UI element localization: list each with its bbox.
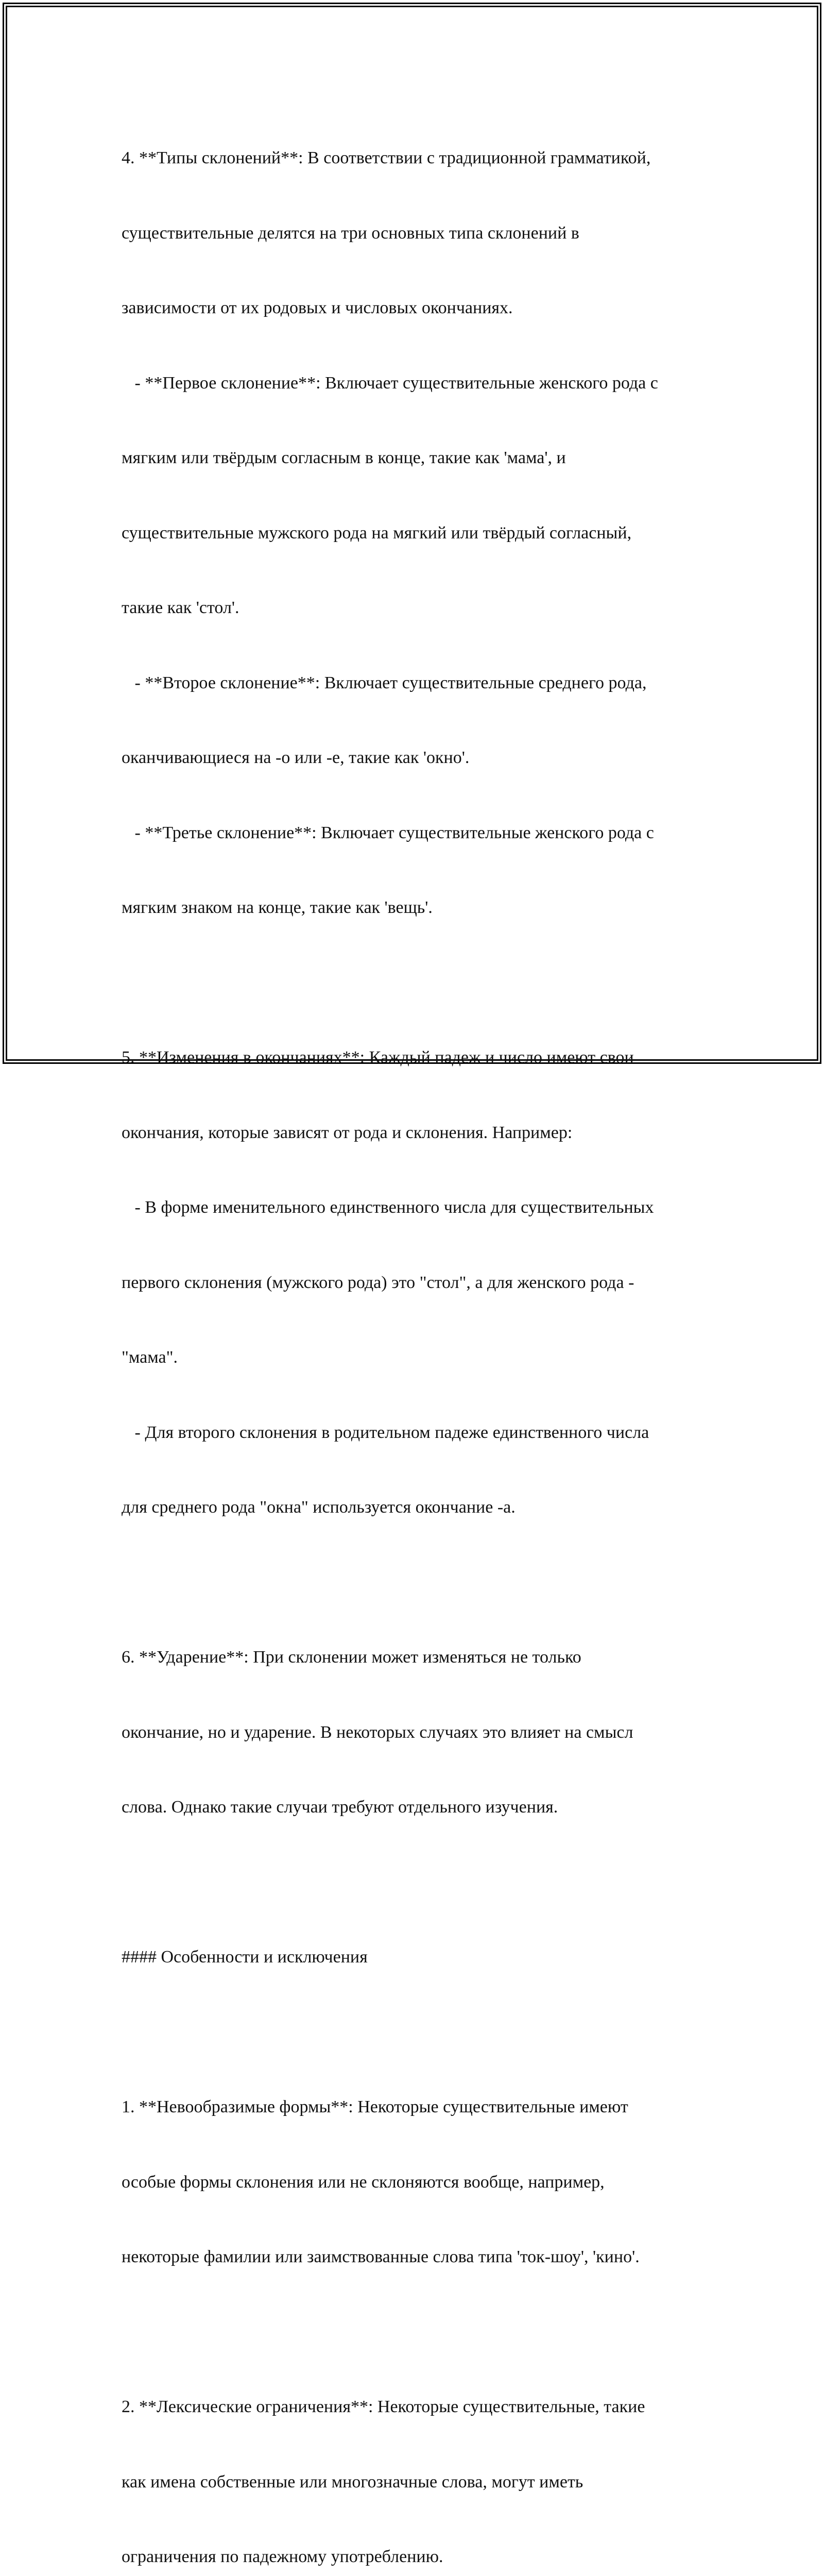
text-line: - **Второе склонение**: Включает существительные среднего рода, <box>122 673 647 692</box>
text-line: ограничения по падежному употреблению. <box>122 2547 443 2566</box>
text-line: "мама". <box>122 1348 178 1367</box>
text-line: - В форме именительного единственного числа для существительных <box>122 1198 654 1217</box>
document-body <box>122 96 729 2576</box>
text-line: 4. **Типы склонений**: В соответствии с традиционной грамматикой, <box>122 148 651 167</box>
text-line: 5. **Изменения в окончаниях**: Каждый падеж и число имеют свои <box>122 1048 634 1067</box>
text-line: существительные делятся на три основных типа склонений в <box>122 223 579 243</box>
text-line: существительные мужского рода на мягкий или твёрдый согласный, <box>122 523 632 543</box>
text-line: зависимости от их родовых и числовых окончаниях. <box>122 298 513 317</box>
text-line: особые формы склонения или не склоняются вообще, например, <box>122 2172 605 2192</box>
text-line: оканчивающиеся на -о или -е, такие как 'окно'. <box>122 748 470 767</box>
text-line: для среднего рода "окна" используется окончание -а. <box>122 1498 516 1517</box>
text-line: первого склонения (мужского рода) это "стол", а для женского рода - <box>122 1273 634 1292</box>
section-heading: #### Особенности и исключения <box>122 1947 368 1967</box>
text-line: слова. Однако такие случаи требуют отдельного изучения. <box>122 1798 558 1817</box>
blank-line <box>122 1870 729 1895</box>
blank-line <box>122 2320 729 2345</box>
text-line: 6. **Ударение**: При склонении может изменяться не только <box>122 1648 581 1667</box>
text-line: такие как 'стол'. <box>122 598 239 617</box>
text-line: 1. **Невообразимые формы**: Некоторые существительные имеют <box>122 2097 628 2116</box>
text-line: некоторые фамилии или заимствованные слова типа 'ток-шоу', 'кино'. <box>122 2247 640 2266</box>
text-line: окончания, которые зависят от рода и склонения. Например: <box>122 1123 573 1142</box>
text-line: 2. **Лексические ограничения**: Некоторые существительные, такие <box>122 2397 645 2416</box>
text-line: окончание, но и ударение. В некоторых случаях это влияет на смысл <box>122 1722 633 1742</box>
text-line: - **Первое склонение**: Включает существительные женского рода с <box>122 373 658 393</box>
blank-line <box>122 2020 729 2045</box>
text-line: - Для второго склонения в родительном падеже единственного числа <box>122 1422 649 1442</box>
text-line: мягким или твёрдым согласным в конце, такие как 'мама', и <box>122 448 566 467</box>
blank-line <box>122 1570 729 1596</box>
blank-line <box>122 971 729 996</box>
text-line: как имена собственные или многозначные слова, могут иметь <box>122 2472 583 2492</box>
text-line: мягким знаком на конце, такие как 'вещь'. <box>122 898 433 917</box>
text-line: - **Третье склонение**: Включает существительные женского рода с <box>122 823 654 842</box>
